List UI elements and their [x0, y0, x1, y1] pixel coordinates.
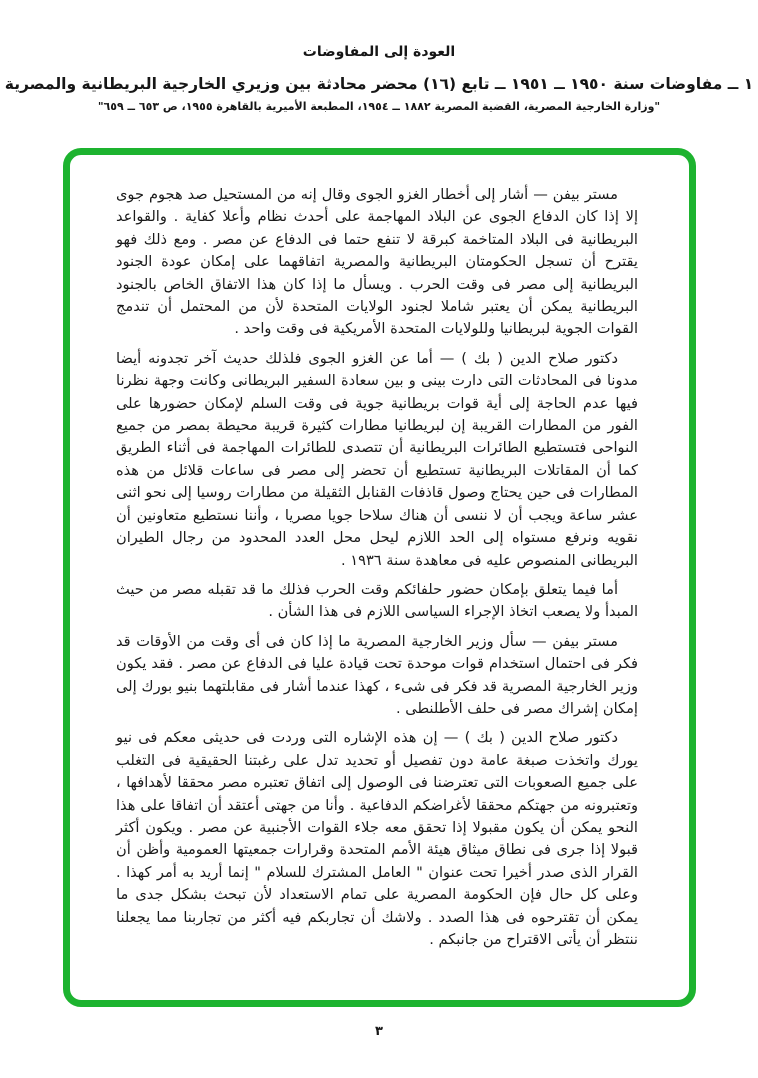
paragraph-allies-wartime: أما فيما يتعلق بإمكان حضور حلفائكم وقت الحرب فذلك ما قد تقبله مصر من حيث المبدأ ولا يصعب اتخاذ الإجراء السياسى اللازم فى هذا الشأن .: [116, 580, 638, 621]
page-title: العودة إلى المفاوضات: [302, 44, 456, 60]
document-subtitle: ١ ــ مفاوضات سنة ١٩٥٠ ــ ١٩٥١ ــ تابع (١٦) محضر محادثة بين وزيري الخارجية البريطانية والمصرية: [4, 75, 754, 93]
paragraph-bevin-unified-command: مستر بيفن — سأل وزير الخارجية المصرية ما إذا كان فى أى وقت من الأوقات قد فكر فى احتمال استخدام قوات موحدة تحت قيادة عليا فى الدفاع عن مصر . فقد يكون وزير الخارجية المصرية قد فكر فى شىء ، كهذا عندما أشار فى مقابلتهما بنيو بورك إلى إمكان إشراك مصر فى حلف الأطلنطى .: [116, 632, 638, 717]
paragraph-bevin-air-invasion: مستر بيفن — أشار إلى أخطار الغزو الجوى وقال إنه من المستحيل صد هجوم جوى إلا إذا كان الدفاع الجوى عن البلاد المهاجمة على أحدث نظام وأعلا كفاية . والقواعد البريطانية فى البلاد المتاخمة كبرقة لا تنفع حتما فى الدفاع عن مصر . ومع ذلك فهو يقترح أن تسجل الحكومتان البريطانية والمصرية اتفاقهما على إمكان عودة الجنود البريطانية إلى مصر فى وقت الحرب . ويسأل ما إذا كان هذا الاتفاق الخاص بالجنود البريطانية يمكن أن يعتبر شاملا لجنود الولايات المتحدة لأن من المحتمل أن تندمج القوات الجوية لبريطانيا وللولايات المتحدة الأمريكية فى وقت واحد .: [116, 186, 638, 338]
document-header: [0, 44, 758, 113]
paragraph-salaheldin-air-invasion: دكتور صلاح الدين ( بك ) — أما عن الغزو الجوى فلذلك حديث آخر تجدونه أيضا مدونا فى المحادثات التى دارت بينى و بين سعادة السفير البريطانى وكانت وجهة نظرنا فيها عدم الحاجة إلى أية قوات بريطانية جوية فى وقت السلم لإمكان حضورها على الفور من المطارات القريبة إن لبريطانيا مطارات كثيرة قريبة محيطة بمصر من جميع النواحى فتستطيع الطائرات البريطانية أن تتصدى للطائرات المهاجمة فى أثناء الطريق كما أن المقاتلات البريطانية تستطيع أن تحضر إلى مصر فى ساعات قلائل من هذه المطارات فى حين يحتاج وصول قاذفات القنابل الثقيلة من مطارات روسيا إلى نحو اثنى عشر ساعة ويجب أن لا ننسى أن هناك سلاحا جويا مصريا ، وأننا نستطيع متعاونين أن نقويه ونرفع مستواه إلى الحد اللازم ليحل محل العدد المحدود من رجال الطيران البريطانى المنصوص عليه فى معاهدة سنة ١٩٣٦ .: [116, 349, 638, 569]
paragraph-salaheldin-newyork-reference: دكتور صلاح الدين ( بك ) — إن هذه الإشاره التى وردت فى حديثى معكم فى نيو يورك واتخذت صبغة عامة دون تفصيل أو تحديد تدل على رغبتنا الحقيقية فى التغلب على جميع الصعوبات التى تعترضنا فى الوصول إلى اتفاق تعتبره مصر محققا لأهدافها ، وتعتبرونه من جهتكم محققا لأغراضكم الدفاعية . وأنا من جهتى أعتقد أن اتفاقا على هذا النحو يمكن أن يكون مقبولا إذا تحقق معه جلاء القوات الأجنبية عن مصر . ويكون أكثر قبولا إذا جرى فى نطاق ميثاق هيئة الأمم المتحدة وقرارات جمعيتها العمومية وأظن أن القرار الذى صدر أخيرا تحت عنوان " العامل المشترك للسلام " إنما أريد به أمر كهذا . وعلى كل حال فإن الحكومة المصرية على تمام الاستعداد لأن تبحث بشكل جدى ما يمكن أن تقترحوه فى هذا الصدد . ولاشك أن تجاربكم فيه أكثر من تجاربنا مما يجعلنا ننتظر أن يأتى الاقتراح من جانبكم .: [116, 729, 638, 948]
page-number: ٣: [375, 1024, 383, 1039]
document-body: [116, 184, 638, 958]
source-citation: "وزارة الخارجية المصرية، القضية المصرية ١٨٨٢ ــ ١٩٥٤، المطبعة الأميرية بالقاهرة ١٩٥٥، ص ٦٥٣ ــ ٦٥٩": [97, 100, 661, 113]
